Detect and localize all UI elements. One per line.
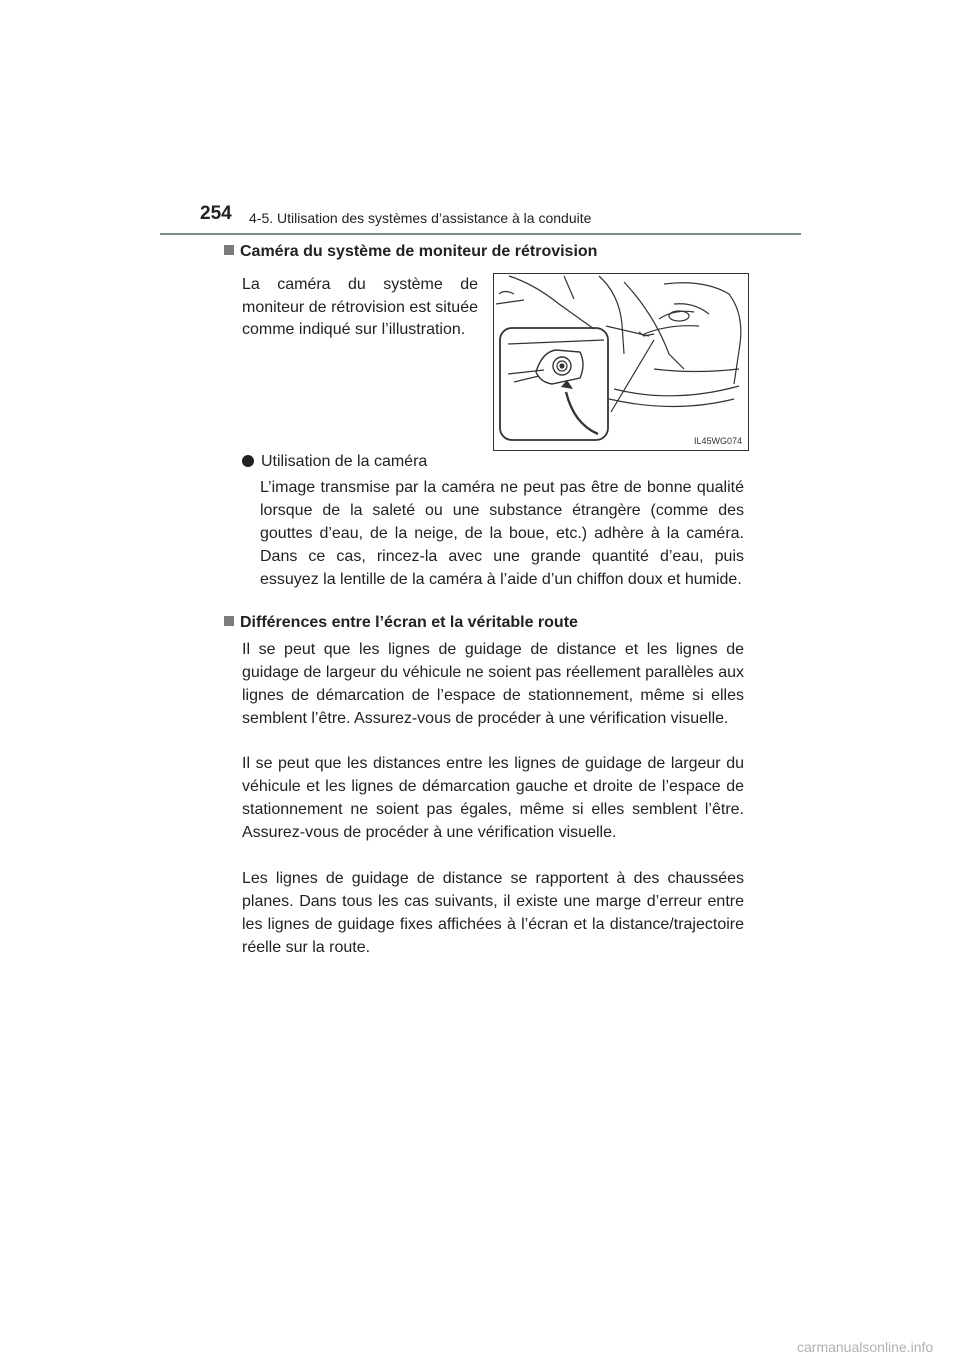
paragraph-flat-roads: Les lignes de guidage de distance se rapportent à des chaussées planes. Dans tous les cas suivants, il existe une marge d’erreur entre les lignes de guidage fixes affichées à l’écran et la distance/trajectoire réelle sur la route. (242, 870, 744, 956)
round-bullet-icon (242, 455, 254, 467)
heading-camera-location (224, 243, 597, 261)
paragraph-unequal-distances: Il se peut que les distances entre les lignes de guidage de largeur du véhicule et les lignes de démarcation gauche et droite de l’espace de stationnement ne soient pas égales, même si elles semblent l’être. Assurez-vous de procéder à une vérification visuelle. (242, 755, 744, 841)
header-divider (160, 233, 801, 235)
paragraph-parallel-lines: Il se peut que les lignes de guidage de distance et les lignes de guidage de largeur du véhicule ne soient pas réellement parallèles aux lignes de démarcation de l’espace de stationnement, même si elles semblent l’être. Assurez-vous de procéder à une vérification visuelle. (242, 641, 744, 727)
section-header-title: 4-5. Utilisation des systèmes d’assistance à la conduite (249, 210, 592, 226)
footer-watermark: carmanualsonline.info (797, 1339, 934, 1355)
heading-text: Différences entre l’écran et la véritable route (240, 614, 578, 631)
page-number: 254 (200, 203, 232, 224)
illustration-code: IL45WG074 (693, 436, 742, 446)
camera-location-illustration (493, 273, 749, 451)
heading-text: Caméra du système de moniteur de rétrovision (240, 243, 598, 260)
camera-location-paragraph: La caméra du système de moniteur de rétrovision est située comme indiqué sur l’illustration. (242, 276, 478, 338)
square-bullet-icon (224, 616, 234, 626)
heading-screen-vs-road (224, 614, 578, 632)
rear-car-camera-drawing (494, 274, 749, 451)
square-bullet-icon (224, 245, 234, 255)
camera-use-paragraph: L’image transmise par la caméra ne peut pas être de bonne qualité lorsque de la saleté ou une substance étrangère (comme des gouttes d’eau, de la neige, de la boue, etc.) adhère à la caméra. Dans ce cas, rincez-la avec une grande quantité d’eau, puis essuyez la lentille de la caméra à l’aide d’un chiffon doux et humide. (260, 479, 744, 588)
bullet-title-camera-use: Utilisation de la caméra (261, 453, 428, 470)
